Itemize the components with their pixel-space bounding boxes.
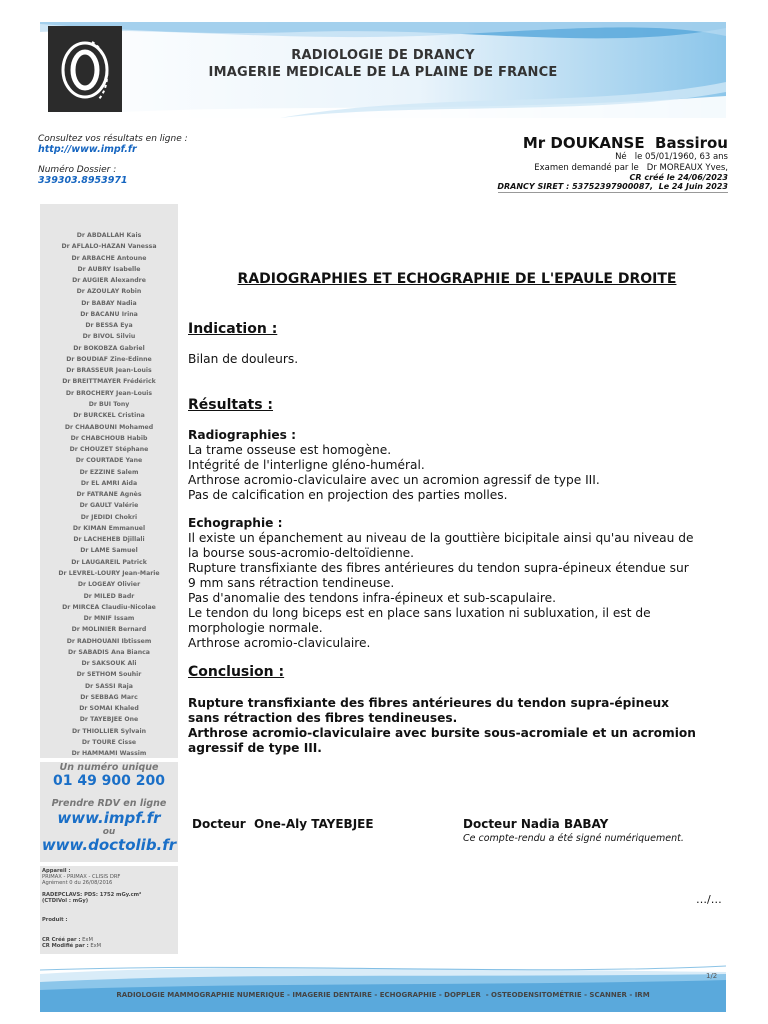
echographie-line: Le tendon du long biceps est en place sans luxation ni subluxation, il est de	[188, 606, 651, 620]
doctor-list-item: Dr ABDALLAH Kais	[76, 232, 142, 239]
radiographies-lines	[188, 443, 726, 503]
doctor-list-item: Dr MIRCEA Claudiu-Nicolae	[62, 603, 156, 611]
doctor-list-item: Dr CHABCHOUB Habib	[70, 434, 148, 442]
dose-info	[42, 892, 141, 904]
echographie-line: 9 mm sans rétraction tendineuse.	[188, 576, 395, 590]
conclusion-line: sans rétraction des fibres tendineuses.	[188, 711, 458, 725]
indication-heading: Indication :	[188, 321, 278, 337]
cr-cree-label: CR Créé par :	[42, 937, 81, 943]
siret-line: DRANCY SIRET : 53752397900087, Le 24 Juin 2023	[497, 182, 728, 191]
radiographies-line: La trame osseuse est homogène.	[188, 443, 392, 457]
echographie-line: Arthrose acromio-claviculaire.	[188, 636, 371, 650]
pds-label: RADEPCLAVS: PDS: 1752 mGy.cm²	[42, 892, 142, 898]
doctor-list-item: Dr SEBBAG Marc	[80, 693, 138, 701]
patient-birth: Né le 05/01/1960, 63 ans	[615, 152, 728, 162]
cr-modif-value: ExM	[90, 943, 102, 950]
rdv-label: Prendre RDV en ligne	[51, 798, 167, 809]
doctor-list-item: Dr BESSA Eya	[85, 322, 133, 330]
conclusion-line: agressif de type III.	[188, 741, 322, 755]
appareil-line2: Agrément 0 du 26/08/2016	[42, 880, 113, 887]
clinic-subtitle: IMAGERIE MEDICALE DE LA PLAINE DE FRANCE	[208, 65, 558, 80]
doctor-list-item: Dr HAMMAMI Wassim	[71, 750, 147, 758]
dossier-label: Numéro Dossier :	[38, 165, 117, 175]
indication-text: Bilan de douleurs.	[188, 352, 299, 366]
doctor-list-item: Dr MOLINIER Bernard	[71, 626, 147, 634]
doctor-list-item: Dr CHAABOUNI Mohamed	[64, 423, 154, 431]
appareil-box	[40, 866, 178, 954]
doctor-list-item: Dr GAULT Valérie	[79, 502, 139, 510]
echographie-heading: Echographie :	[188, 516, 283, 530]
radiographies-line: Intégrité de l'interligne gléno-huméral.	[188, 458, 425, 472]
doctor-list-item: Dr LEVREL-LOURY Jean-Marie	[58, 569, 160, 577]
appareil-label: Appareil :	[42, 868, 71, 874]
doctor-list-item: Dr BABAY Nadia	[81, 299, 137, 307]
doctor-list-item: Dr MILED Badr	[83, 592, 135, 600]
doctor-list-item: Dr AZOULAY Robin	[76, 288, 142, 296]
conclusion-text	[188, 696, 726, 756]
signed-note: Ce compte-rendu a été signé numériquement.	[463, 833, 684, 844]
cr-modif-label: CR Modifié par :	[42, 943, 89, 950]
doctor-list-item: Dr BURCKEL Cristina	[73, 412, 145, 420]
footer-services: RADIOLOGIE MAMMOGRAPHIE NUMERIQUE - IMAGERIE DENTAIRE - ECHOGRAPHIE - DOPPLER - OSTEODENSITOMÉTRIE - SCANNER - IRM	[116, 991, 650, 999]
doctor-list-item: Dr TOURE Cisse	[81, 738, 137, 746]
doctor-list-item: Dr AFLALO-HAZAN Vanessa	[61, 243, 157, 251]
doctor-list-item: Dr KIMAN Emmanuel	[72, 524, 146, 532]
clinic-name: RADIOLOGIE DE DRANCY	[291, 48, 475, 63]
echographie-line: Pas d'anomalie des tendons infra-épineux et sub-scapulaire.	[188, 591, 556, 605]
doctor-list-item: Dr BACANU Irina	[80, 310, 138, 318]
cr-cree-value: ExM	[82, 937, 93, 943]
doctor-list-item: Dr AUGIER Alexandre	[72, 277, 146, 285]
doctor-list-item: Dr TAYEBJEE One	[79, 716, 139, 724]
radiographies-heading: Radiographies :	[188, 428, 297, 442]
doctor-list-item: Dr MNIF Issam	[83, 615, 135, 623]
doctor-list-item: Dr BOKOBZA Gabriel	[73, 344, 145, 352]
doctor-list-item: Dr SAKSOUK Ali	[81, 660, 137, 668]
doctor-list-item: Dr SASSI Raja	[85, 682, 133, 690]
radiographies-section	[188, 428, 726, 503]
doctor-list-item: Dr LOGEAY Olivier	[77, 581, 141, 589]
doctor-list-item: Dr BREITTMAYER Frédérick	[62, 378, 156, 386]
echographie-line: Il existe un épanchement au niveau de la gouttière bicipitale ainsi qu'au niveau de	[188, 531, 694, 545]
conclusion-line: Arthrose acromio-claviculaire avec bursite sous-acromiale et un acromion	[188, 726, 696, 740]
doctor-list-item: Dr EZZINE Salem	[79, 468, 139, 476]
produit-label: Produit :	[42, 917, 68, 923]
continuation-mark: …/…	[696, 893, 722, 906]
echographie-line: Rupture transfixiante des fibres antérieures du tendon supra-épineux étendue sur	[188, 561, 689, 575]
doctor-list-item: Dr BROCHERY Jean-Louis	[65, 389, 153, 397]
doctor-list-item: Dr FATRANE Agnès	[76, 491, 142, 499]
echographie-lines	[188, 531, 726, 651]
cr-created: CR créé le 24/06/2023	[629, 173, 728, 182]
doctor-list-item: Dr BUI Tony	[88, 400, 130, 408]
doctor-list-item: Dr RADHOUANI Ibtissem	[66, 637, 152, 645]
signature-doctor1: Docteur One-Aly TAYEBJEE	[192, 817, 374, 831]
impf-link[interactable]: www.impf.fr	[57, 809, 161, 827]
or-label: ou	[102, 827, 116, 837]
consult-label: Consultez vos résultats en ligne :	[38, 134, 188, 144]
unique-number-label: Un numéro unique	[59, 762, 159, 773]
conclusion-heading: Conclusion :	[188, 664, 285, 680]
appareil-line1: PRIMAX - PRIMAX - CLISIS DRF	[42, 874, 121, 881]
conclusion-line: Rupture transfixiante des fibres antérieures du tendon supra-épineux	[188, 696, 670, 710]
echographie-line: la bourse sous-acromio-deltoïdienne.	[188, 546, 415, 560]
doctor-list-item: Dr EL AMRI Aida	[80, 479, 138, 487]
echographie-line: morphologie normale.	[188, 621, 323, 635]
doctor-list-item: Dr BIVOL Silviu	[82, 333, 136, 341]
doctolib-link[interactable]: www.doctolib.fr	[41, 836, 177, 854]
phone-number[interactable]: 01 49 900 200	[52, 773, 166, 789]
doctor-list-item: Dr LAUGAREIL Patrick	[71, 558, 147, 566]
doctor-list-item: Dr BRASSEUR Jean-Louis	[66, 367, 152, 375]
contact-box	[40, 762, 178, 862]
exam-requested-text: Examen demandé par le Dr MOREAUX Yves,	[534, 163, 728, 173]
exam-requested	[534, 163, 728, 173]
doctor-list-item: Dr ARBACHE Antoune	[71, 254, 147, 262]
doctor-list-item: Dr SOMAI Khaled	[79, 705, 139, 713]
ctdi-label: (CTDIVol : mGy)	[42, 898, 89, 905]
patient-name: Mr DOUKANSE Bassirou	[522, 134, 728, 152]
doctor-list-item: Dr LACHEHEB Djillali	[73, 536, 145, 544]
appareil-info	[42, 868, 120, 887]
produit-info	[42, 917, 67, 923]
radiographies-line: Arthrose acromio-claviculaire avec un acromion agressif de type III.	[188, 473, 600, 487]
signature-doctor2: Docteur Nadia BABAY	[463, 817, 609, 831]
doctor-list-item: Dr JEDIDI Chokri	[80, 513, 138, 521]
page-number: 1/2	[706, 972, 718, 980]
doctor-list-item: Dr CHOUZET Stéphane	[69, 446, 149, 454]
doctor-sidebar	[40, 204, 178, 758]
doctor-list-item: Dr COURTADE Yane	[75, 457, 143, 465]
doctor-list-item: Dr BOUDIAF Zine-Edinne	[66, 355, 152, 363]
report-title: RADIOGRAPHIES ET ECHOGRAPHIE DE L'EPAULE DROITE	[237, 271, 677, 287]
resultats-heading: Résultats :	[188, 397, 274, 413]
doctor-list-item: Dr SABADIS Ana Bianca	[68, 648, 150, 656]
footer-banner	[40, 964, 726, 1012]
doctor-list-item: Dr AUBRY Isabelle	[77, 265, 141, 273]
results-link[interactable]: http://www.impf.fr	[38, 144, 137, 155]
dossier-number: 339303.8953971	[38, 175, 128, 186]
divider	[498, 192, 728, 193]
doctor-list-item: Dr SETHOM Souhir	[76, 671, 142, 679]
doctor-list-item: Dr THIOLLIER Sylvain	[72, 727, 146, 735]
doctor-list	[40, 230, 178, 759]
cr-info	[42, 937, 101, 949]
echographie-section	[188, 516, 726, 651]
doctor-list-item: Dr LAME Samuel	[80, 547, 138, 555]
radiographies-line: Pas de calcification en projection des parties molles.	[188, 488, 508, 502]
